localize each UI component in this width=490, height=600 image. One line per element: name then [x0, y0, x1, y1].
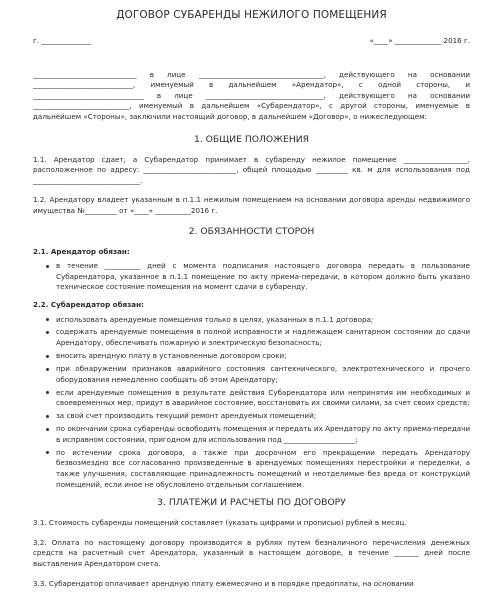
list-item: за свой счет производить текущий ремонт арендуемых помещений;: [45, 411, 470, 422]
clause-3-2: 3.2. Оплата по настоящему договору производится в рублях путем безналичного перечисления денежных средств на расчетный счет Арендатора, указанный в настоящем договоре, в течение _______ дней после выставления Арендатором счета.: [33, 537, 470, 568]
list-item: при обнаружении признаков аварийного состояния сантехнического, электротехнического и прочего оборудования немедленно сообщать об этом Арендатору;: [45, 364, 470, 385]
list-item: использовать арендуемые помещения только в целях, указанных в п.1.1 договора;: [45, 315, 470, 326]
document-title: ДОГОВОР СУБАРЕНДЫ НЕЖИЛОГО ПОМЕЩЕНИЯ: [116, 9, 387, 21]
section-heading-payments: 3. ПЛАТЕЖИ И РАСЧЕТЫ ПО ДОГОВОРУ: [157, 497, 346, 509]
obligations-list-2-1: [33, 261, 470, 293]
date-field: «____» _____________ 2016 г.: [369, 36, 470, 45]
clause-3-3: 3.3. Субарендатор оплачивает арендную плату ежемесячно и в порядке предоплаты, на основании: [33, 578, 414, 588]
obligations-list-2-2: [33, 315, 470, 491]
city-field: г. ______________: [33, 36, 92, 45]
clause-3-1: 3.1. Стоимость субаренды помещений составляет (указать цифрами и прописью) рублей в месяц.: [33, 518, 407, 528]
list-item: по окончании срока субаренды освободить помещения и передать их Арендатору по акту приема-передачи в исправном состоянии, пригодном для использования под ____________________;: [45, 424, 470, 445]
preamble-paragraph: _____________________________ в лице ___________________________________, действующего на основании ____________________________, именуемый в дальнейшем «Арендатор», с одной стороны, и _______________________________ в лице _________________________________, действующего на основании ___________________________, именуемый в дальнейшем «Субарендатор», с другой стороны, именуемые в дальнейшем «Стороны», заключили настоящий договор, в дальнейшем «Договор», о нижеследующем:: [33, 69, 470, 121]
clause-1-2: 1.2. Арендатору владеет указанным в п.1.1 нежилым помещением на основании договора аренды недвижимого имущества №_________ от «____» __________2016 г.: [33, 195, 470, 215]
clause-1-1: 1.1. Арендатор сдает, а Субарендатор принимает в субаренду нежилое помещение __________________, расположенное по адресу: __________________________, общей площадью _________ кв. м для использования под ______________________________.: [33, 154, 470, 185]
list-item: по истечении срока договора, а также при досрочном его прекращении передать Арендатору безвозмездно все согласованно произведенные в арендуемых помещениях перестройки и переделки, а также улучшения, составляющие принадлежность помещений и неотделимые без вреда от конструкций помещений, если иное не обусловлено отдельным соглашением.: [45, 448, 470, 490]
subsection-2-2-label: 2.2. Субарендатор обязан:: [33, 299, 144, 309]
list-item: в течение __________ дней с момента подписания настоящего договора передать в пользование Субарендатора, указанное в п.1.1 помещение по акту приема-передачи, в котором должно быть указано техническое состояние помещения на момент сдачи в субаренду.: [45, 261, 470, 293]
section-heading-obligations: 2. ОБЯЗАННОСТИ СТОРОН: [188, 225, 315, 237]
list-item: содержать арендуемые помещения в полной исправности и надлежащем санитарном состоянии до сдачи Арендатору, обеспечивать пожарную и электрическую безопасность;: [45, 327, 470, 348]
place-date-row: [33, 36, 470, 47]
subsection-2-1-label: 2.1. Арендатор обязан:: [33, 246, 130, 256]
section-heading-general: 1. ОБЩИЕ ПОЛОЖЕНИЯ: [193, 133, 309, 145]
list-item: вносить арендную плату в установленные договором сроки;: [45, 351, 470, 362]
list-item: если арендуемые помещения в результате действия Субарендатора или непринятия им необходимых и своевременных мер, придут в аварийное состояние, восстановить их своими силами, за счет своих средств;: [45, 388, 470, 409]
